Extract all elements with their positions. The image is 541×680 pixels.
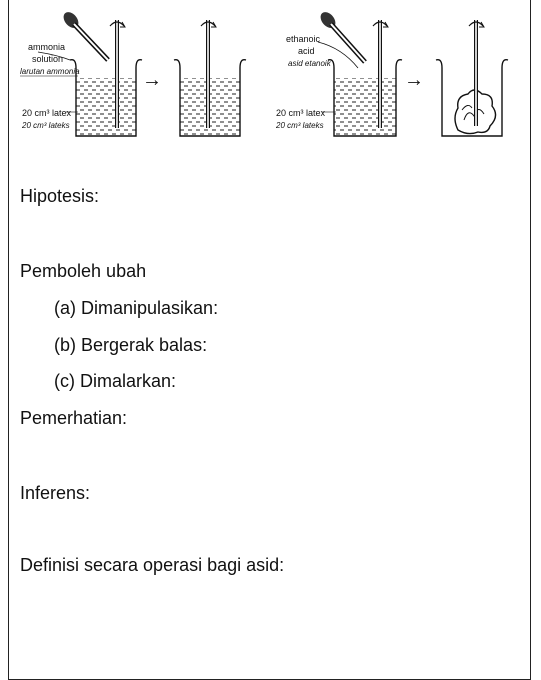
ethanoic-label-my: asid etanoik [288, 59, 331, 68]
latex-label-1: 20 cm³ latex [22, 108, 72, 118]
dropper-ammonia-icon [61, 9, 108, 60]
ethanoic-label: ethanoic [286, 34, 321, 44]
ethanoic-label-line2: acid [298, 46, 315, 56]
manipulated-variable-label: (a) Dimanipulasikan: [54, 298, 219, 318]
ammonia-label-line2: solution [32, 54, 64, 64]
latex-label-1-my: 20 cm³ lateks [22, 121, 70, 130]
ammonia-label: ammonia [28, 42, 66, 52]
ammonia-label-my: larutan ammonia [20, 67, 80, 76]
hipotesis-heading: Hipotesis: [20, 186, 100, 206]
pemerhatian-heading: Pemerhatian: [20, 408, 128, 428]
dropper-ethanoic-icon [318, 9, 365, 62]
constant-variable-label: (c) Dimalarkan: [54, 371, 177, 391]
experiment-diagram [12, 8, 522, 158]
responding-variable-label: (b) Bergerak balas: [54, 335, 208, 355]
inferens-heading: Inferens: [20, 483, 91, 503]
latex-label-2-my: 20 cm³ lateks [276, 121, 324, 130]
beaker-3 [328, 60, 402, 136]
beaker-1 [70, 60, 142, 136]
arrow-2: → [404, 69, 424, 91]
latex-label-2: 20 cm³ latex [276, 108, 326, 118]
arrow-1: → [142, 69, 162, 91]
pemboleh-ubah-heading: Pemboleh ubah [20, 261, 147, 281]
definisi-heading: Definisi secara operasi bagi asid: [20, 555, 285, 575]
